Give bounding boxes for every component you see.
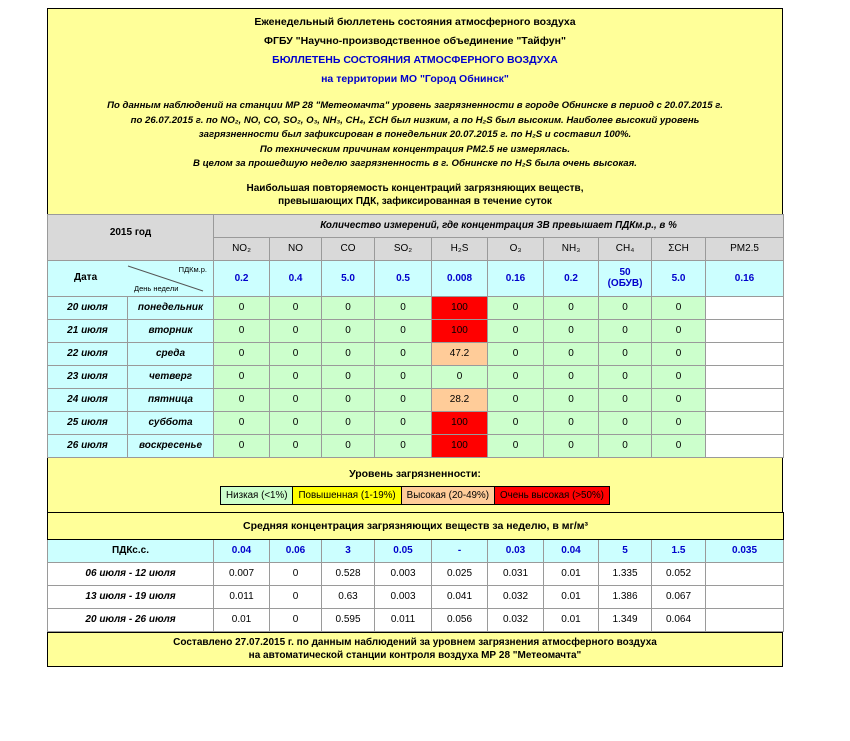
pdk-mr-value [544,260,599,296]
avg-period: 06 июля - 12 июля [48,562,214,585]
row-date: 25 июля [48,411,128,434]
percent-cell: 0 [544,365,599,388]
percent-cell: 0 [599,411,652,434]
percent-cell: 0 [544,296,599,319]
legend-item: Высокая (20-49%) [402,487,495,504]
avg-value: 0.032 [488,608,544,631]
pdk-mr-label: ПДКм.р. [178,264,208,274]
legend-item: Низкая (<1%) [221,487,293,504]
footer-line: на автоматической станции контроля воздуха МР 28 "Метеомачта" [248,649,582,661]
pdk-ss-value: 0.04 [544,539,599,562]
pdk-ss-value: 1.5 [652,539,706,562]
pdk-ss-value: 5 [599,539,652,562]
avg-title: Средняя концентрация загрязняющих веществ за неделю, в мг/м³ [48,512,784,539]
percent-cell: 0 [652,296,706,319]
row-date: 23 июля [48,365,128,388]
avg-value: 0 [270,585,322,608]
avg-value: 0.003 [375,562,432,585]
percent-cell: 0 [214,342,270,365]
header-title: БЮЛЛЕТЕНЬ СОСТОЯНИЯ АТМОСФЕРНОГО ВОЗДУХА [272,54,558,66]
percent-cell: 0 [270,388,322,411]
percent-cell: 0 [270,319,322,342]
percent-cell: 0 [599,296,652,319]
percent-cell: 100 [432,319,488,342]
legend-title: Уровень загрязненности: [349,467,481,480]
avg-value: 0.007 [214,562,270,585]
avg-value: 1.335 [599,562,652,585]
percent-cell: 0 [488,365,544,388]
pdk-ss-value: 3 [322,539,375,562]
percent-cell: 0 [488,411,544,434]
summary-line: по 26.07.2015 г. по NO₂, NO, CO, SO₂, O₃, NH₃, CH₄, ΣCH был низким, а по H₂S был высоким. Наиболее высокий уровень [130,114,700,126]
percent-cell: 0 [322,365,375,388]
percent-cell: 0 [270,411,322,434]
percent-cell: 0 [599,365,652,388]
table-row [48,411,784,434]
percent-cell: 0 [488,319,544,342]
pdk-mr-value [214,260,270,296]
summary-line: загрязненности был зафиксирован в понедельник 20.07.2015 г. по H₂S и составил 100%. [198,129,632,140]
avg-value: 0.052 [652,562,706,585]
pdk-mr-value [488,260,544,296]
avg-value: 0 [270,608,322,631]
percent-cell: 0 [375,296,432,319]
table-row [48,434,784,457]
percent-cell: 0 [544,434,599,457]
bulletin-header [47,8,783,93]
avg-value [706,608,784,631]
percent-cell: 0 [270,342,322,365]
avg-period: 13 июля - 19 июля [48,585,214,608]
percent-cell [706,434,784,457]
legend [47,458,783,512]
avg-value: 0.528 [322,562,375,585]
percent-cell: 0 [432,365,488,388]
pdk-ss-label: ПДКс.с. [48,539,214,562]
row-weekday: пятница [128,388,214,411]
pollutant-header: O₃ [488,237,544,260]
percent-cell: 0 [270,365,322,388]
pdk-ss-value: - [432,539,488,562]
percent-cell: 47.2 [432,342,488,365]
percent-cell [706,411,784,434]
table-row [48,388,784,411]
pdk-mr-value-line: 0.2 [564,272,578,284]
pollutant-header: ΣCH [652,237,706,260]
percent-cell: 0 [322,342,375,365]
avg-value: 0.067 [652,585,706,608]
avg-value: 0.056 [432,608,488,631]
pdk-mr-value-line: (ОБУВ) [607,278,643,289]
pollutant-header: PM2.5 [706,237,784,260]
percent-cell: 0 [488,296,544,319]
header-line-2: ФГБУ "Научно-производственное объединение "Тайфун" [264,35,566,47]
percent-cell: 0 [488,342,544,365]
pdk-mr-value-line: 50 [619,267,631,278]
row-date: 20 июля [48,296,128,319]
avg-value: 0.011 [214,585,270,608]
pdk-mr-value-line: 5.0 [671,272,686,284]
percent-cell [706,296,784,319]
legend-item: Очень высокая (>50%) [495,487,609,504]
percent-cell: 0 [270,296,322,319]
repeat-title-line: Наибольшая повторяемость концентраций загрязняющих веществ, [246,182,584,194]
percent-cell: 0 [544,342,599,365]
percent-cell [706,388,784,411]
legend-items [220,486,610,505]
avg-value [706,585,784,608]
pdk-mr-value [652,260,706,296]
pollutant-header: SO₂ [375,237,432,260]
pdk-mr-value-line: 0.16 [505,272,526,284]
percent-cell: 0 [652,411,706,434]
pollutant-header: NO₂ [214,237,270,260]
legend-item: Повышенная (1-19%) [293,487,401,504]
percent-cell: 0 [270,434,322,457]
summary-line: По техническим причинам концентрация PM2.5 не измерялась. [259,143,571,155]
pollutant-header: CO [322,237,375,260]
pdk-mr-value [706,260,784,296]
footer [47,632,783,667]
percent-cell: 100 [432,434,488,457]
percent-cell: 0 [488,388,544,411]
row-weekday: понедельник [128,296,214,319]
percent-cell: 0 [322,411,375,434]
pdk-ss-value: 0.03 [488,539,544,562]
avg-value: 1.349 [599,608,652,631]
pdk-mr-value [322,260,375,296]
pdk-mr-value [270,260,322,296]
percent-cell: 0 [214,388,270,411]
date-label: Дата [74,271,98,283]
pdk-mr-value-line: 0.4 [288,272,303,284]
percent-cell: 0 [599,319,652,342]
footer-line: Составлено 27.07.2015 г. по данным наблюдений за уровнем загрязнения атмосферного воздуха [173,636,657,648]
summary-text [47,93,783,172]
pollutant-header: NO [270,237,322,260]
avg-value [706,562,784,585]
table-row [48,319,784,342]
pollutant-header: NH₃ [544,237,599,260]
percent-cell: 100 [432,411,488,434]
percent-cell: 0 [214,411,270,434]
avg-value: 0.01 [214,608,270,631]
percent-cell: 0 [322,319,375,342]
pdk-mr-value-line: 5.0 [341,272,355,284]
pdk-mr-value-line: 0.008 [447,272,473,284]
percent-cell: 0 [375,365,432,388]
percent-cell [706,342,784,365]
avg-value: 0.003 [375,585,432,608]
pdk-mr-value-line: 0.5 [396,272,410,284]
row-weekday: воскресенье [128,434,214,457]
table-row [48,585,784,608]
percent-cell: 0 [652,365,706,388]
percent-cell: 0 [652,342,706,365]
avg-value: 0 [270,562,322,585]
avg-table [47,512,784,632]
percent-cell: 0 [599,388,652,411]
row-weekday: четверг [128,365,214,388]
percent-cell: 0 [214,434,270,457]
row-date: 21 июля [48,319,128,342]
pdk-mr-value [432,260,488,296]
pdk-ss-value: 0.04 [214,539,270,562]
table-row [48,342,784,365]
row-date: 24 июля [48,388,128,411]
header-territory: на территории МО "Город Обнинск" [321,73,509,85]
percent-cell: 0 [599,434,652,457]
avg-value: 0.025 [432,562,488,585]
weekday-label: День недели [134,283,179,293]
avg-value: 0.041 [432,585,488,608]
percent-cell: 0 [544,388,599,411]
count-header: Количество измерений, где концентрация ЗВ превышает ПДКм.р., в % [214,214,784,237]
percent-cell [706,365,784,388]
pdk-ss-value: 0.035 [706,539,784,562]
percent-cell: 0 [652,434,706,457]
avg-value: 1.386 [599,585,652,608]
table-row [48,608,784,631]
pdk-mr-value [599,260,652,296]
avg-value: 0.064 [652,608,706,631]
percent-cell [706,319,784,342]
percent-cell: 0 [322,434,375,457]
year-label: 2015 год [48,214,214,260]
avg-value: 0.01 [544,608,599,631]
avg-period: 20 июля - 26 июля [48,608,214,631]
pdk-mr-value-line: 0.2 [234,272,249,284]
row-date: 26 июля [48,434,128,457]
table-row [48,296,784,319]
row-weekday: суббота [128,411,214,434]
row-date: 22 июля [48,342,128,365]
avg-value: 0.011 [375,608,432,631]
percent-cell: 0 [544,411,599,434]
avg-value: 0.031 [488,562,544,585]
avg-value: 0.032 [488,585,544,608]
avg-value: 0.595 [322,608,375,631]
pdk-ss-value: 0.06 [270,539,322,562]
avg-value: 0.01 [544,562,599,585]
percent-cell: 28.2 [432,388,488,411]
percent-cell: 0 [322,296,375,319]
percent-cell: 0 [488,434,544,457]
percent-cell: 0 [652,388,706,411]
percent-cell: 0 [214,319,270,342]
percent-cell: 0 [322,388,375,411]
table-row [48,562,784,585]
percent-cell: 0 [652,319,706,342]
percent-cell: 0 [375,342,432,365]
date-weekday-header [48,260,214,296]
percent-cell: 0 [375,434,432,457]
percent-cell: 0 [544,319,599,342]
percent-cell: 0 [375,388,432,411]
percent-cell: 0 [375,319,432,342]
bulletin-sheet [47,8,783,667]
row-weekday: вторник [128,319,214,342]
percent-cell: 0 [214,296,270,319]
table-row [48,365,784,388]
pollutant-header: CH₄ [599,237,652,260]
pdk-mr-value [375,260,432,296]
percent-cell: 0 [599,342,652,365]
summary-line: По данным наблюдений на станции МР 28 "Метеомачта" уровень загрязненности в городе Обнинске в период с 20.07.2015 г. [107,100,723,111]
summary-line: В целом за прошедшую неделю загрязненность в г. Обнинске по H₂S была очень высокая. [193,158,637,169]
percent-cell: 100 [432,296,488,319]
avg-value: 0.63 [322,585,375,608]
repeat-title [47,172,783,214]
header-line-1: Еженедельный бюллетень состояния атмосферного воздуха [254,16,576,28]
percent-cell: 0 [214,365,270,388]
main-table [47,214,784,458]
pollutant-header: H₂S [432,237,488,260]
repeat-title-line: превышающих ПДК, зафиксированная в течение суток [278,195,552,207]
pdk-mr-value-line: 0.16 [734,272,755,284]
avg-value: 0.01 [544,585,599,608]
row-weekday: среда [128,342,214,365]
pdk-ss-value: 0.05 [375,539,432,562]
percent-cell: 0 [375,411,432,434]
